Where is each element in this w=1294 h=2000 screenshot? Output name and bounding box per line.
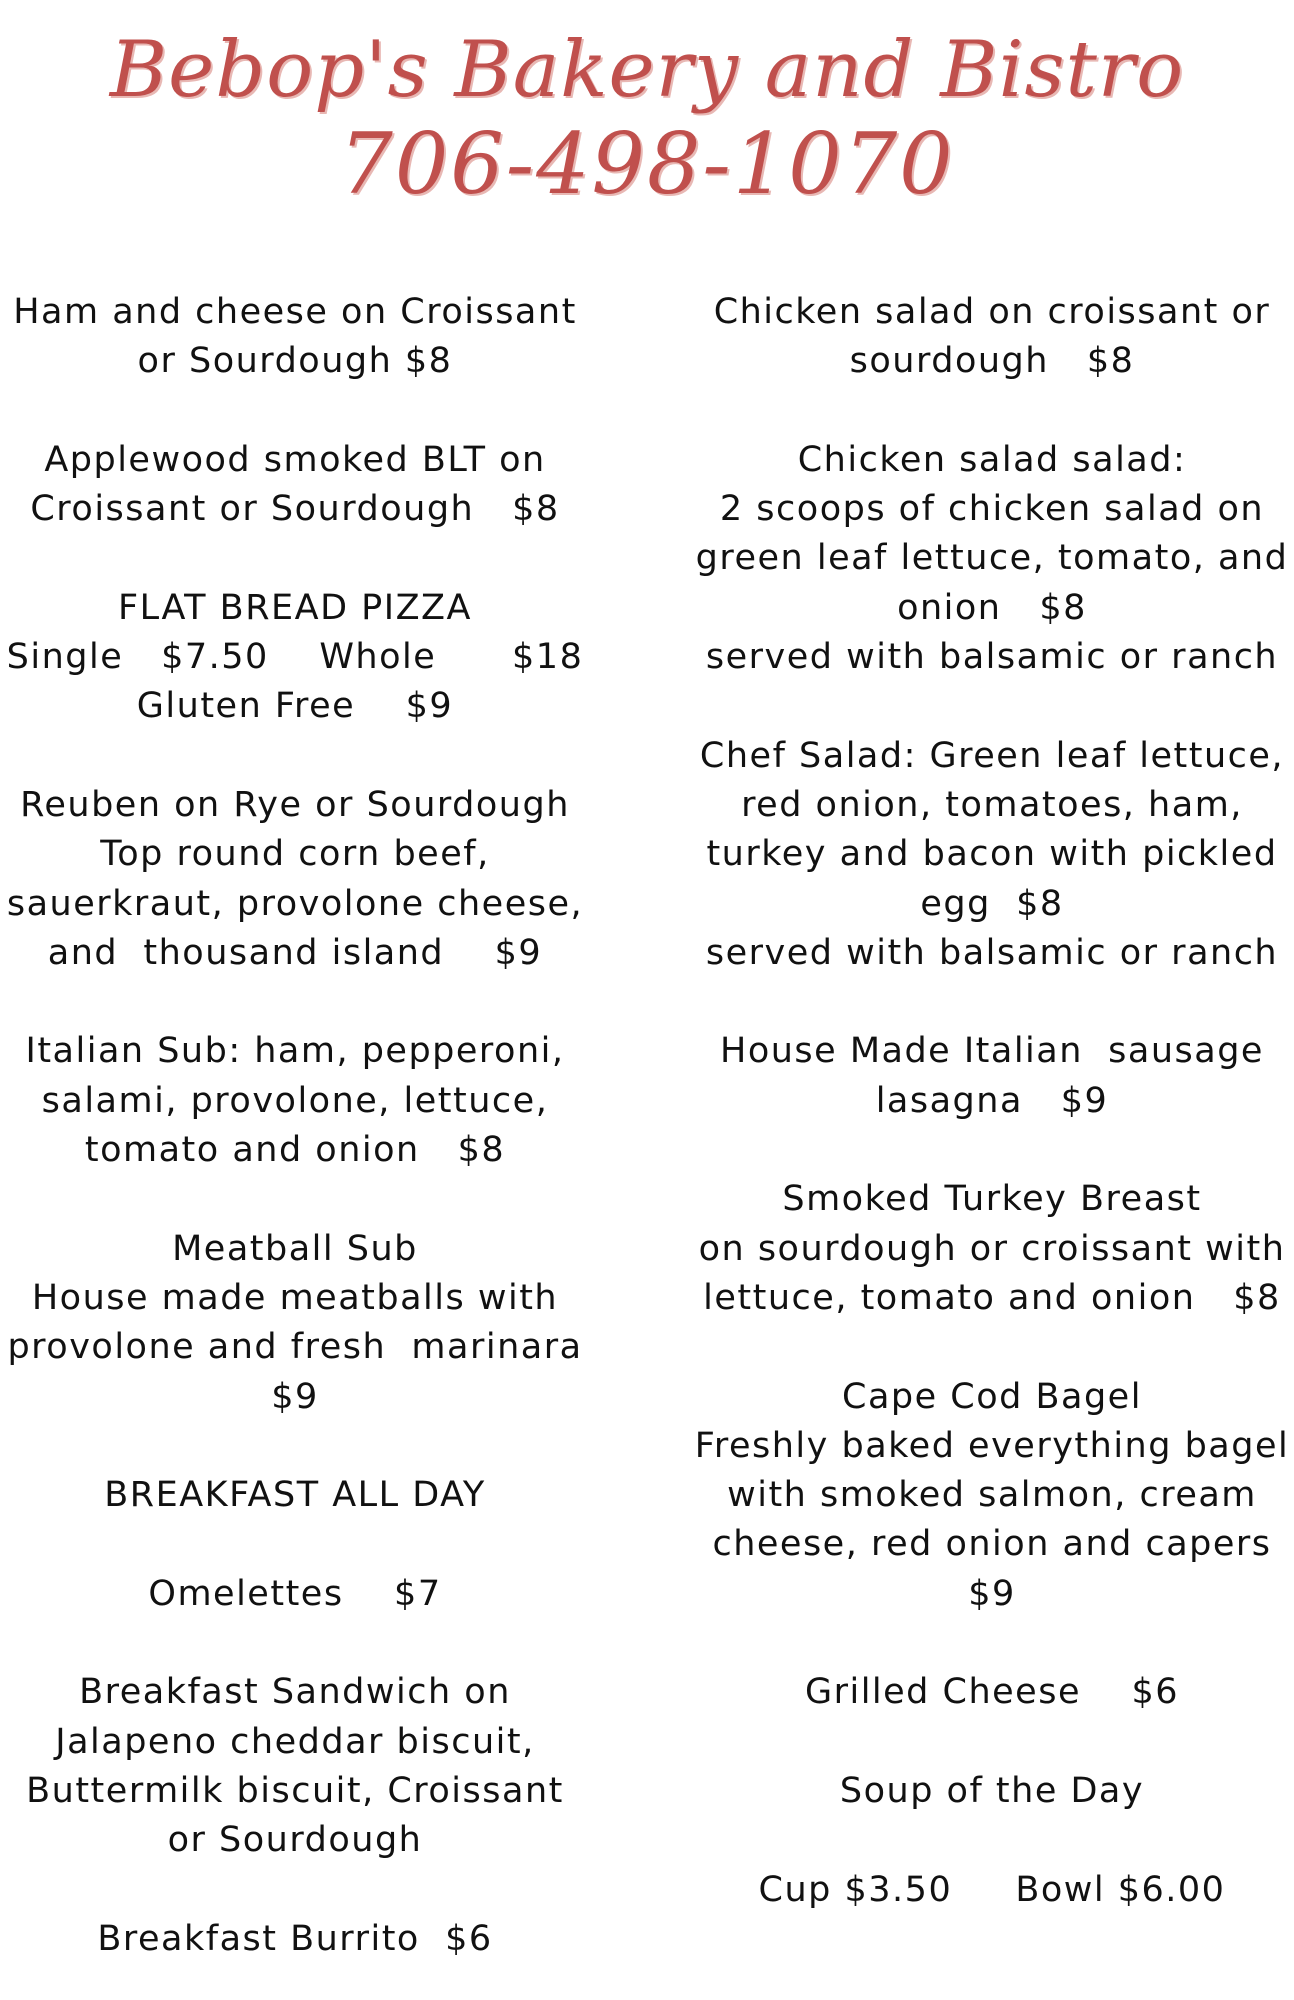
menu-item-line: 2 scoops of chicken salad on	[719, 489, 1265, 530]
menu-item	[690, 288, 1294, 387]
menu-item	[690, 436, 1294, 682]
menu-item-line: Jalapeno cheddar biscuit,	[55, 1721, 535, 1762]
menu-item-line: Smoked Turkey Breast	[782, 1179, 1202, 1220]
menu-item	[0, 1027, 590, 1175]
menu-item-line: with smoked salmon, cream	[727, 1475, 1257, 1516]
menu-item	[0, 1225, 590, 1422]
menu-item-line: Croissant or Sourdough $8	[30, 489, 560, 530]
menu-item	[690, 732, 1294, 978]
menu-item-line: Top round corn beef,	[100, 834, 490, 875]
menu-item	[0, 781, 590, 978]
menu-header	[0, 25, 1294, 213]
menu-item-line: Gluten Free $9	[136, 686, 454, 727]
menu-item-line: Grilled Cheese $6	[804, 1672, 1180, 1713]
menu-item-line: onion $8	[897, 587, 1087, 628]
menu-item	[0, 1570, 590, 1619]
menu-item-line: Single $7.50 Whole $18	[6, 637, 584, 678]
menu-item-line: Breakfast Burrito $6	[97, 1918, 493, 1959]
menu-item-line: red onion, tomatoes, ham,	[741, 784, 1243, 825]
menu-item-line: Cup $3.50 Bowl $6.00	[758, 1869, 1226, 1910]
menu-item-line: Cape Cod Bagel	[842, 1376, 1142, 1417]
menu-item-line: or Sourdough	[167, 1820, 423, 1861]
menu-item-line: on sourdough or croissant with	[698, 1228, 1286, 1269]
menu-item-line: Reuben on Rye or Sourdough	[20, 784, 570, 825]
menu-item-line: Soup of the Day	[839, 1770, 1145, 1811]
menu-item-line: and thousand island $9	[47, 932, 543, 973]
menu-item-line: FLAT BREAD PIZZA	[118, 587, 472, 628]
menu-column-right	[690, 288, 1294, 1915]
menu-item-line: Buttermilk biscuit, Croissant	[26, 1770, 564, 1811]
menu-item	[0, 288, 590, 387]
menu-item-line: Meatball Sub	[172, 1228, 418, 1269]
menu-item	[0, 436, 590, 535]
menu-item	[690, 1866, 1294, 1915]
menu-item	[0, 1668, 590, 1865]
menu-item-line: Chef Salad: Green leaf lettuce,	[699, 735, 1285, 776]
menu-item-line: Applewood smoked BLT on	[44, 439, 546, 480]
menu-item-line: or Sourdough $8	[137, 341, 453, 382]
menu-item-line: Breakfast Sandwich on	[79, 1672, 511, 1713]
menu-item-line: lettuce, tomato and onion $8	[703, 1277, 1281, 1318]
restaurant-name: Bebop's Bakery and Bistro	[109, 25, 1185, 115]
menu-item-line: Italian Sub: ham, pepperoni,	[25, 1031, 565, 1072]
menu-item	[0, 1471, 590, 1520]
menu-item-line: provolone and fresh marinara	[7, 1327, 583, 1368]
menu-item	[0, 584, 590, 732]
menu-item-line: sauerkraut, provolone cheese,	[6, 883, 584, 924]
menu-item-line: Freshly baked everything bagel	[694, 1425, 1290, 1466]
menu-item-line: House made meatballs with	[31, 1277, 559, 1318]
menu-item-line: turkey and bacon with pickled	[706, 834, 1278, 875]
menu-item-line: served with balsamic or ranch	[705, 932, 1279, 973]
menu-item-line: egg $8	[920, 883, 1064, 924]
menu-item-line: Chicken salad on croissant or	[713, 292, 1271, 332]
menu-item	[690, 1373, 1294, 1619]
menu-item-line: Ham and cheese on Croissant	[13, 292, 577, 332]
menu-item-line: cheese, red onion and capers	[712, 1524, 1272, 1565]
phone-number: 706-498-1070	[339, 114, 955, 213]
menu-item-line: lasagna $9	[875, 1080, 1109, 1121]
menu-item-line: Chicken salad salad:	[797, 439, 1187, 480]
menu-item-line: salami, provolone, lettuce,	[41, 1080, 549, 1121]
menu-item-line: tomato and onion $8	[84, 1130, 506, 1171]
menu-item	[0, 1915, 590, 1964]
menu-item	[690, 1767, 1294, 1816]
menu-item-line: served with balsamic or ranch	[705, 637, 1279, 678]
menu-item	[690, 1668, 1294, 1717]
menu-column-left	[0, 288, 590, 1964]
menu-item	[690, 1175, 1294, 1323]
menu-item-line: BREAKFAST ALL DAY	[104, 1475, 486, 1516]
menu-item-line: Omelettes $7	[148, 1573, 442, 1614]
menu-item	[690, 1027, 1294, 1126]
menu-item-line: House Made Italian sausage	[720, 1031, 1264, 1072]
menu-item-line: $9	[271, 1376, 319, 1417]
menu-item-line: sourdough $8	[849, 341, 1135, 382]
menu-item-line: green leaf lettuce, tomato, and	[695, 538, 1289, 579]
menu-item-line: $9	[968, 1573, 1016, 1614]
